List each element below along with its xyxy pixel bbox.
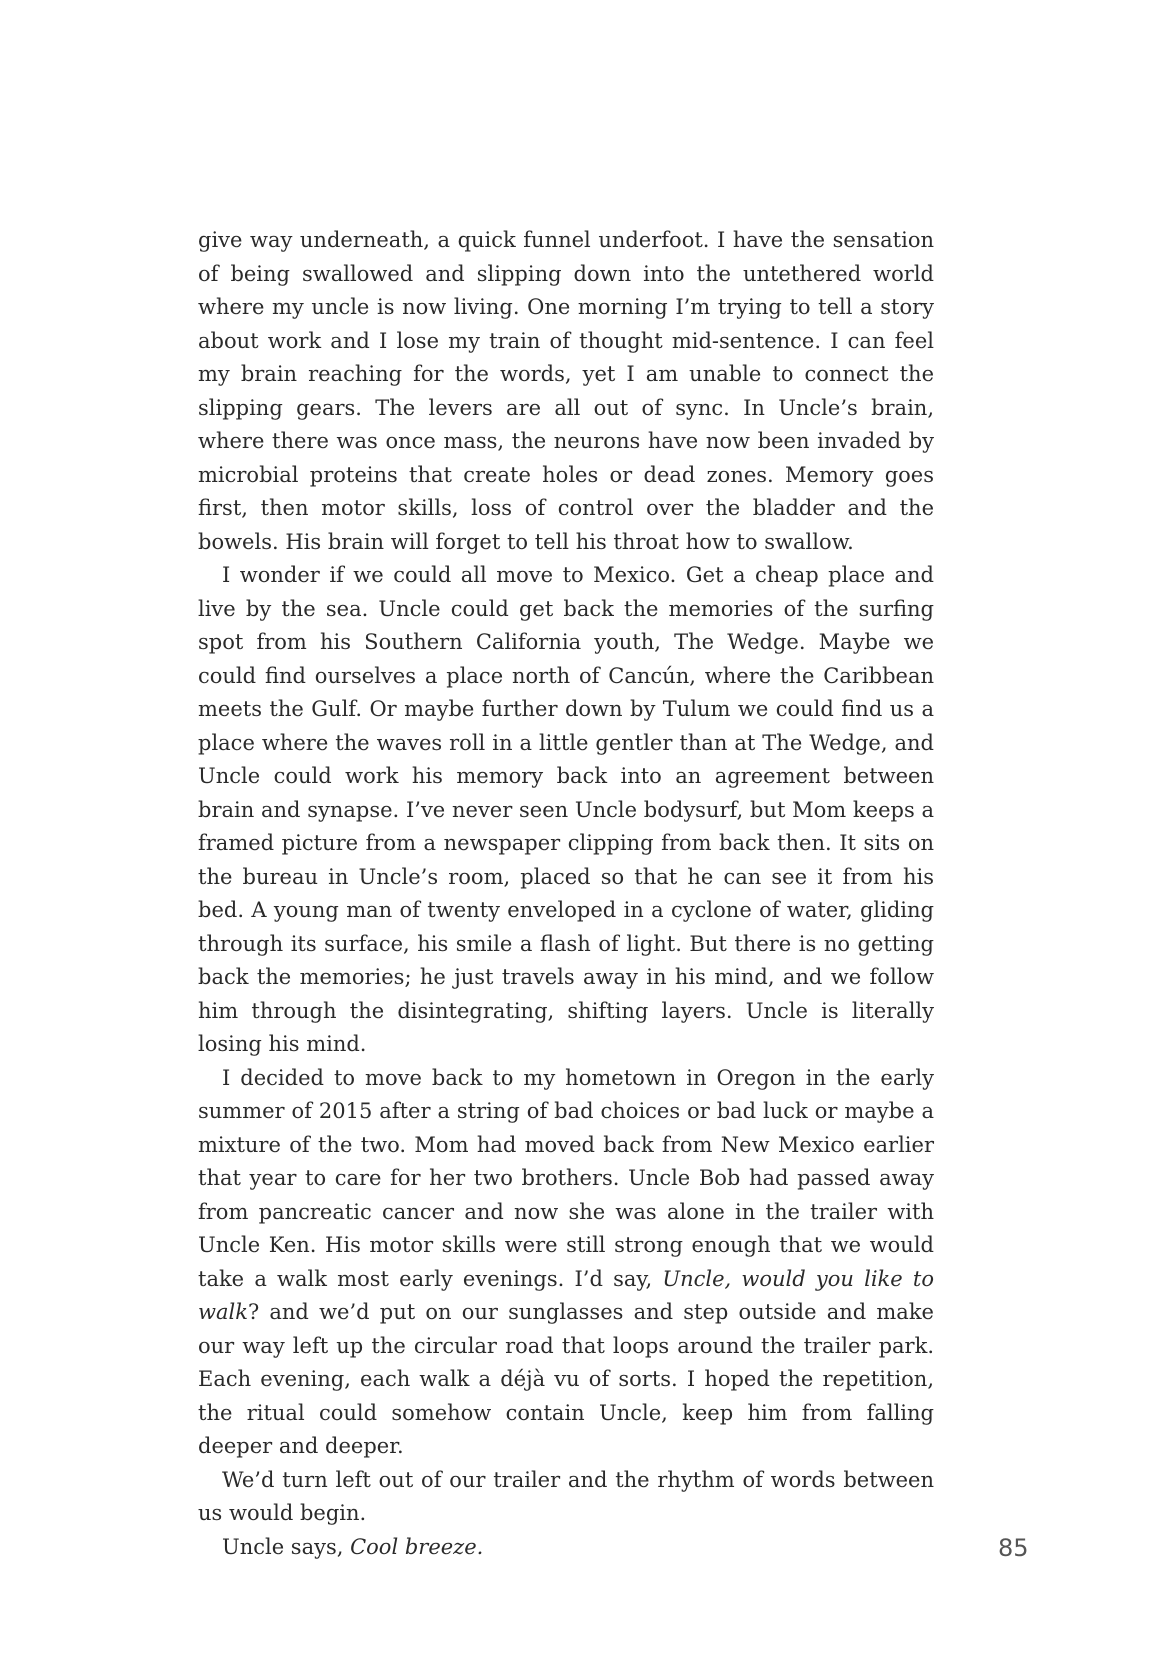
paragraph-2: [198, 559, 934, 1062]
paragraph-3: [198, 1062, 934, 1464]
body-text: [198, 224, 934, 1564]
paragraph-2-text: I wonder if we could all move to Mexico. Get a cheap place and live by the sea. Uncle could get back the memories of the surfing spot from his Southern California youth, The Wedge. Maybe we could find ourselves a place north of Cancún, where the Caribbean meets the Gulf. Or maybe further down by Tulum we could find us a place where the waves roll in a little gentler than at The Wedge, and Uncle could work his memory back into an agreement between brain and synapse. I’ve never seen Uncle bodysurf, but Mom keeps a framed picture from a newspaper clipping from back then. It sits on the bureau in Uncle’s room, placed so that he can see it from his bed. A young man of twenty enveloped in a cyclone of water, gliding through its surface, his smile a flash of light. But there is no getting back the memories; he just travels away in his mind, and we follow him through the disintegrating, shifting layers. Uncle is literally losing his mind.: [198, 563, 934, 1056]
paragraph-1: [198, 224, 934, 559]
paragraph-3-text-b: ? and we’d put on our sunglasses and step outside and make our way left up the circular road that loops around the trailer park. Each evening, each walk a déjà vu of sorts. I hoped the repetition, the ritual could somehow contain Uncle, keep him from falling deeper and deeper.: [198, 1300, 934, 1458]
paragraph-4-text: We’d turn left out of our trailer and the rhythm of words between us would begin.: [198, 1467, 934, 1525]
paragraph-5: [198, 1531, 934, 1565]
paragraph-5-italic-quote: Cool breeze.: [350, 1534, 484, 1559]
paragraph-3-italic-question: Uncle, would you like to walk: [198, 1266, 934, 1324]
paragraph-5-text: Uncle says,: [222, 1534, 351, 1559]
page-number: 85: [998, 1534, 1029, 1562]
paragraph-1-text: give way underneath, a quick funnel underfoot. I have the sensation of being swallowed and slipping down into the untethered world where my uncle is now living. One morning I’m trying to tell a story about work and I lose my train of thought mid-sentence. I can feel my brain reaching for the words, yet I am unable to connect the slipping gears. The levers are all out of sync. In Uncle’s brain, where there was once mass, the neurons have now been invaded by microbial proteins that create holes or dead zones. Memory goes first, then motor skills, loss of control over the bladder and the bowels. His brain will forget to tell his throat how to swallow.: [198, 228, 934, 554]
paragraph-3-text-a: I decided to move back to my hometown in Oregon in the early summer of 2015 after a string of bad choices or bad luck or maybe a mixture of the two. Mom had moved back from New Mexico earlier that year to care for her two brothers. Uncle Bob had passed away from pancreatic cancer and now she was alone in the trailer with Uncle Ken. His motor skills were still strong enough that we would take a walk most early evenings. I’d say,: [198, 1065, 934, 1291]
paragraph-4: [198, 1464, 934, 1531]
